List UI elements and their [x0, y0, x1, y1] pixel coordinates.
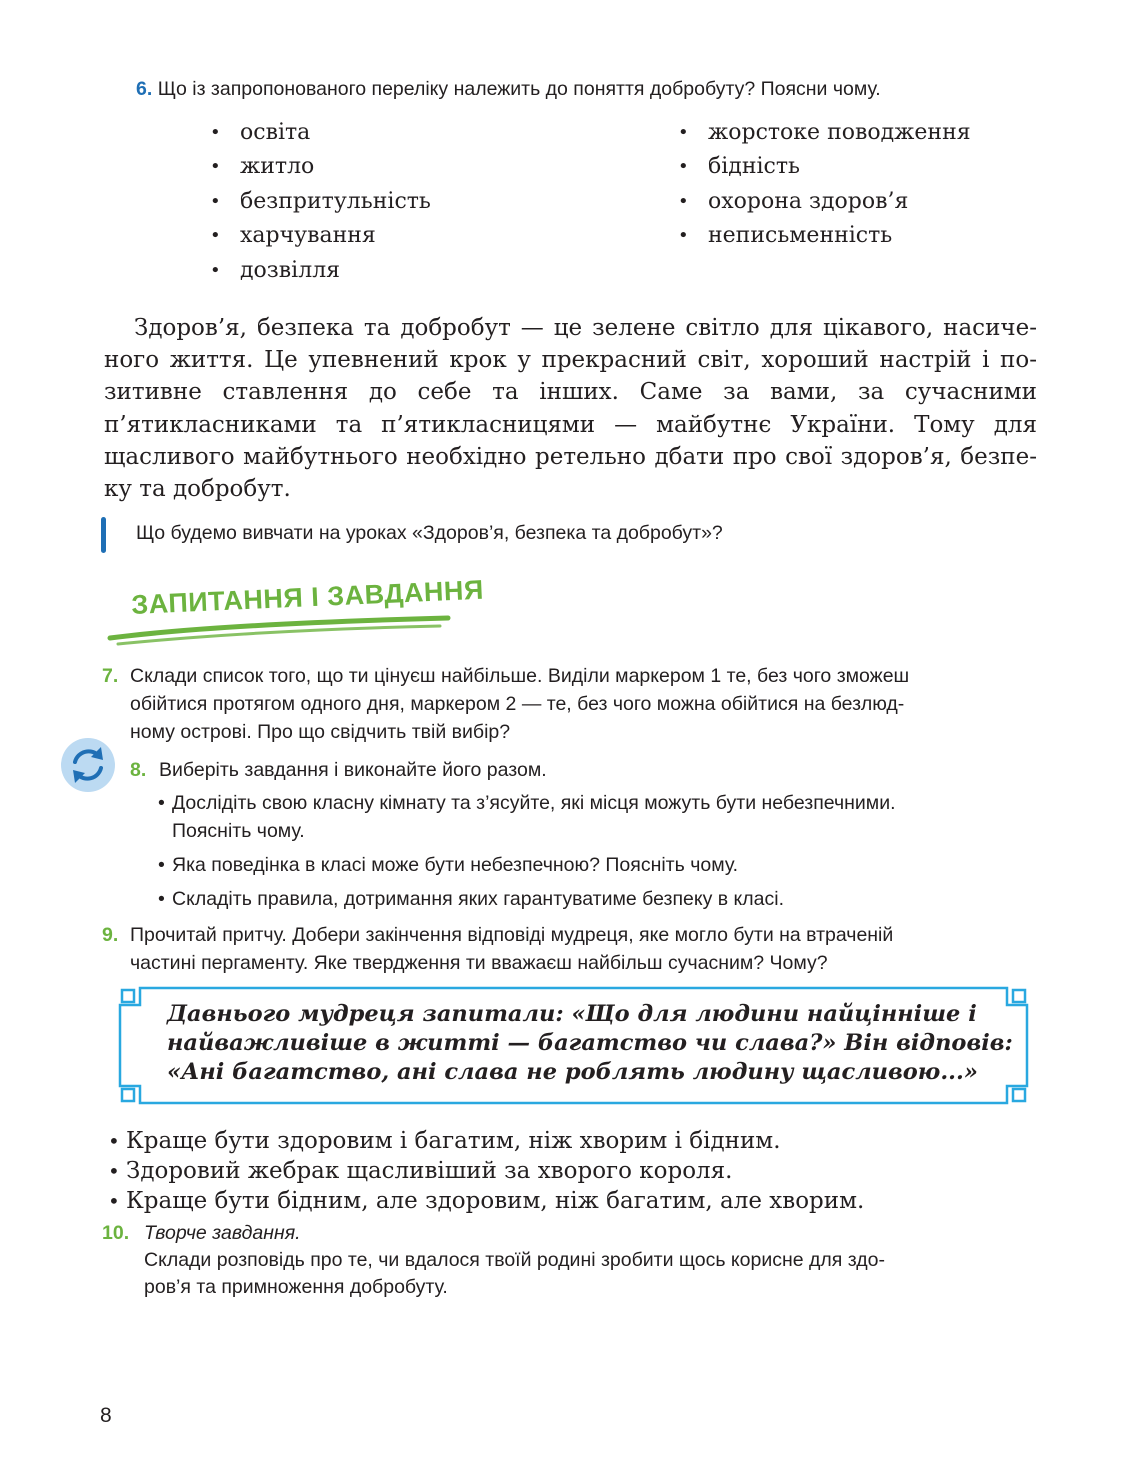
- paragraph-line: Здоров’я, безпека та добробут — це зелене світло для цікавого, насиче-: [134, 315, 1037, 341]
- task-line: Прочитай притчу. Добери закінчення відповіді мудреця, яке могло бути на втраченій: [130, 924, 894, 946]
- list-item: • охорона здоров’я: [678, 185, 971, 219]
- statement-item: • Краще бути здоровим і багатим, ніж хворим і бідним.: [108, 1126, 864, 1156]
- accent-bar: [101, 517, 106, 553]
- statement-list: [108, 1126, 864, 1216]
- section-heading: [100, 574, 485, 650]
- wellbeing-list-left: [210, 116, 431, 288]
- task-line: обійтися протягом одного дня, маркером 2 — те, без чого можна обійтися на безлюд-: [130, 693, 905, 715]
- task-number: 10.: [102, 1222, 130, 1244]
- question-text: Що із запропонованого переліку належить до поняття добробуту? Поясни чому.: [157, 78, 881, 100]
- parable-text: [167, 1000, 1013, 1087]
- list-item: • дозвілля: [210, 254, 431, 288]
- parable-line: «Ані багатство, ані слава не роблять людину щасливою...»: [167, 1059, 978, 1085]
- page-number: 8: [100, 1404, 112, 1427]
- statement-item: • Краще бути бідним, але здоровим, ніж багатим, але хворим.: [108, 1186, 864, 1216]
- statement-item: • Здоровий жебрак щасливіший за хворого короля.: [108, 1156, 864, 1186]
- option-line: Дослідіть свою класну кімнату та з’ясуйте, які місця можуть бути небезпечними.: [172, 792, 896, 814]
- list-item: • безпритульність: [210, 185, 431, 219]
- task-number: 9.: [102, 924, 119, 946]
- parable-line: Давнього мудреця запитали: «Що для людини найцінніше і: [167, 1001, 977, 1027]
- sync-icon: [60, 737, 116, 793]
- list-item: • неписьменність: [678, 219, 971, 253]
- task-line: ров’я та примноження добробуту.: [144, 1276, 448, 1298]
- task-line: частині пергаменту. Яке твердження ти вважаєш найбільш сучасним? Чому?: [130, 952, 828, 974]
- wellbeing-list-right: [678, 116, 971, 254]
- option-line: Яка поведінка в класі може бути небезпечною? Поясніть чому.: [172, 854, 739, 876]
- task-line: ному острові. Про що свідчить твій вибір?: [130, 721, 511, 743]
- task-line: Склади список того, що ти цінуєш найбільше. Виділи маркером 1 те, без чого зможеш: [130, 665, 910, 687]
- option-line: Поясніть чому.: [172, 820, 305, 842]
- parable-line: найважливіше в житті — багатство чи слава?» Він відповів:: [167, 1030, 1013, 1056]
- section-heading-text: ЗАПИТАННЯ І ЗАВДАННЯ: [130, 574, 485, 621]
- list-item: • житло: [210, 150, 431, 184]
- paragraph-line: зитивне ставлення до себе та інших. Саме за вами, за сучасними: [104, 379, 1037, 406]
- list-item: • освіта: [210, 116, 431, 150]
- task-number: 8.: [130, 759, 147, 781]
- main-paragraph: [104, 312, 1037, 505]
- task-number: 7.: [102, 665, 119, 687]
- question-6: [136, 76, 881, 102]
- study-question: Що будемо вивчати на уроках «Здоров’я, безпека та добробут»?: [136, 522, 723, 544]
- task-text: Виберіть завдання і виконайте його разом.: [159, 759, 547, 781]
- question-number: 6.: [136, 78, 153, 100]
- list-item: • бідність: [678, 150, 971, 184]
- task-label: Творче завдання.: [144, 1222, 301, 1244]
- task-line: Склади розповідь про те, чи вдалося твоїй родині зробити щось корисне для здо-: [144, 1249, 885, 1271]
- paragraph-line: ного життя. Це упевнений крок у прекрасний світ, хороший настрій і по-: [104, 347, 1037, 374]
- paragraph-line: щасливого майбутнього необхідно ретельно дбати про свої здоров’я, безпе-: [104, 443, 1037, 470]
- option-line: Складіть правила, дотримання яких гарантуватиме безпеку в класі.: [172, 888, 785, 910]
- paragraph-line: ку та добробут.: [104, 476, 291, 503]
- task-10: [102, 1220, 885, 1298]
- list-item: • харчування: [210, 219, 431, 253]
- paragraph-line: п’ятикласниками та п’ятикласницями — майбутнє України. Тому для: [104, 411, 1037, 438]
- list-item: • жорстоке поводження: [678, 116, 971, 150]
